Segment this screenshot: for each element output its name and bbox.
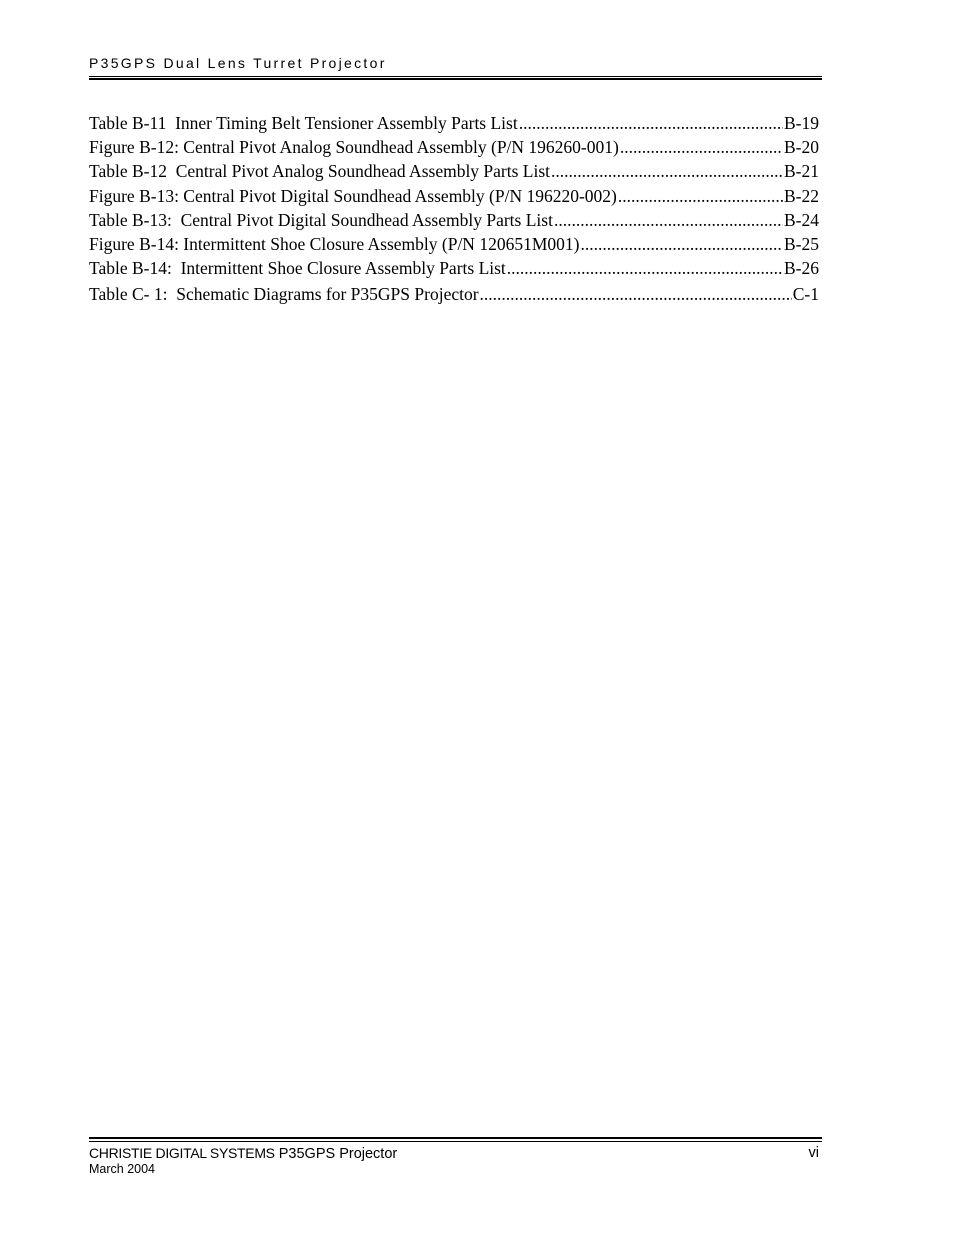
toc-entry-title: Figure B-12: Central Pivot Analog Soundhead Assembly (P/N 196260-001): [89, 137, 619, 158]
toc-entry-page: C-1: [792, 283, 819, 304]
toc-entry-page: B-25: [784, 233, 819, 254]
toc-entry-title: Figure B-13: Central Pivot Digital Soundhead Assembly (P/N 196220-002): [89, 185, 617, 206]
toc-entry-page: B-21: [784, 161, 819, 182]
toc-dot-leader: [519, 111, 783, 135]
toc-entry[interactable]: [89, 282, 819, 306]
toc-entry-title: Table B-14: Intermittent Shoe Closure Assembly Parts List: [89, 258, 506, 279]
toc-entry[interactable]: [89, 111, 819, 135]
footer-page-number: vi: [808, 1145, 819, 1161]
table-of-contents: [89, 111, 819, 306]
toc-entry[interactable]: [89, 135, 819, 159]
toc-dot-leader: [480, 282, 792, 306]
toc-dot-leader: [554, 208, 783, 232]
toc-entry-title: Table B-11 Inner Timing Belt Tensioner Assembly Parts List: [89, 113, 518, 133]
toc-entry-title: Table C- 1: Schematic Diagrams for P35GPS Projector: [89, 283, 479, 304]
running-header-title: P35GPS Dual Lens Turret Projector: [89, 55, 387, 71]
footer-rule-thick: [89, 1137, 822, 1139]
toc-dot-leader: [620, 135, 783, 159]
toc-entry-page: B-24: [784, 209, 819, 230]
toc-entry[interactable]: [89, 159, 819, 183]
footer-product-name: P35GPS Projector: [278, 1146, 398, 1162]
toc-dot-leader: [507, 256, 783, 280]
toc-dot-leader: [580, 232, 783, 256]
header-rule-thick: [89, 78, 822, 80]
toc-dot-leader: [618, 184, 783, 208]
footer-brand-line: [89, 1145, 397, 1162]
toc-entry-title: Table B-13: Central Pivot Digital Soundhead Assembly Parts List: [89, 209, 553, 230]
toc-entry[interactable]: [89, 256, 819, 280]
toc-entry-title: Figure B-14: Intermittent Shoe Closure Assembly (P/N 120651M001): [89, 233, 580, 254]
toc-entry-page: B-26: [784, 258, 819, 279]
toc-entry[interactable]: [89, 184, 819, 208]
toc-entry[interactable]: [89, 232, 819, 256]
footer-date: March 2004: [89, 1162, 156, 1176]
toc-entry-page: B-22: [784, 185, 819, 206]
toc-entry-page: B-19: [784, 113, 819, 133]
toc-entry-title: Table B-12 Central Pivot Analog Soundhead Assembly Parts List: [89, 161, 551, 182]
toc-entry[interactable]: [89, 208, 819, 232]
toc-dot-leader: [551, 159, 783, 183]
toc-entry-page: B-20: [784, 137, 819, 158]
footer-company-name: CHRISTIE DIGITAL SYSTEMS: [89, 1145, 275, 1161]
header-rule-thin: [89, 76, 822, 77]
footer-rule-thin: [89, 1141, 822, 1142]
